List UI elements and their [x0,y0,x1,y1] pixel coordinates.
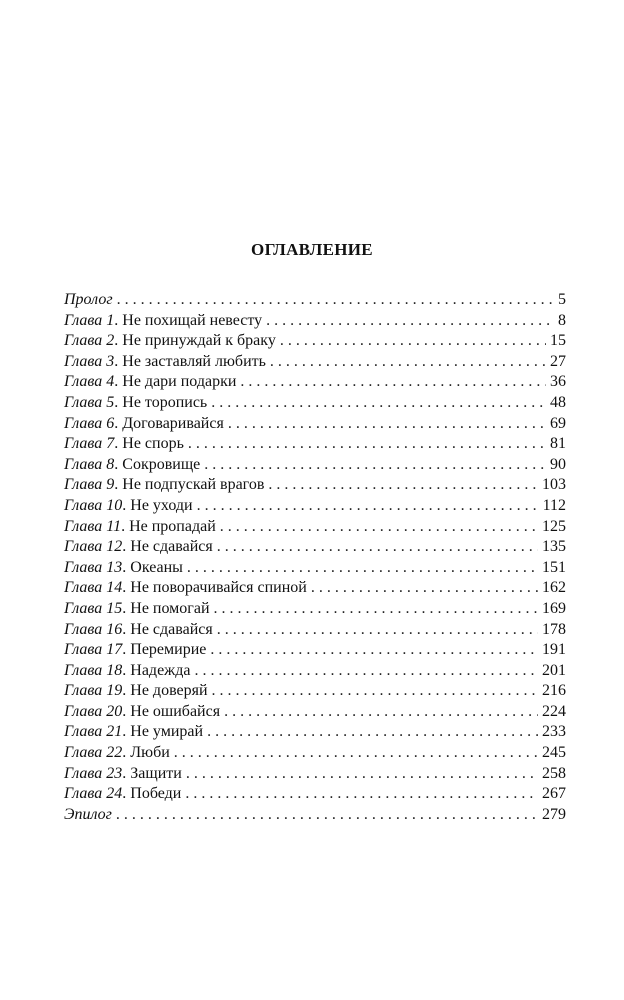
toc-entry-prefix: Глава 19 [64,682,123,700]
toc-entry-title: Не подпускай врагов [122,476,265,494]
toc-entry-prologue[interactable] [64,290,566,311]
toc-entry-label [64,743,174,764]
toc-entry-prefix: Глава 2 [64,332,115,350]
toc-entry-prefix: Глава 24 [64,785,123,803]
toc-entry-prefix: Глава 12 [64,538,123,556]
toc-entry-separator: . [122,538,131,556]
toc-entry-prefix: Глава 1 [64,311,115,329]
toc-entry-chapter-14[interactable] [64,578,566,599]
toc-entry-chapter-22[interactable] [64,743,566,764]
toc-entry-label [64,661,194,682]
toc-entry-title: Не доверяй [130,682,208,700]
toc-entry-chapter-6[interactable] [64,414,566,435]
toc-entry-page-number: 48 [550,393,566,411]
table-of-contents [64,290,566,825]
toc-entry-page-number: 151 [542,558,566,576]
toc-entry-prefix: Глава 18 [64,661,123,679]
toc-entry-label [64,599,214,620]
toc-entry-label [64,805,116,826]
dot-leader [220,517,538,538]
toc-entry-page-number: 162 [542,579,566,597]
toc-entry-label [64,475,268,496]
toc-entry-separator: . [122,682,131,700]
toc-entry-label [64,764,186,785]
toc-entry-chapter-11[interactable] [64,517,566,538]
toc-entry-separator: . [122,558,131,576]
toc-entry-chapter-20[interactable] [64,702,566,723]
toc-entry-title: Не ошибайся [130,702,221,720]
toc-entry-chapter-12[interactable] [64,537,566,558]
toc-entry-page-number: 36 [550,373,566,391]
toc-entry-label [64,722,207,743]
toc-entry-label [64,702,224,723]
toc-entry-page-number: 125 [542,517,566,535]
toc-entry-title: Не спорь [122,435,184,453]
dot-leader [268,475,538,496]
toc-entry-label [64,517,220,538]
toc-entry-separator: . [121,517,130,535]
toc-entry-chapter-18[interactable] [64,661,566,682]
toc-entry-page-number: 135 [542,538,566,556]
toc-entry-separator: . [114,373,123,391]
toc-entry-chapter-7[interactable] [64,434,566,455]
dot-leader [217,537,538,558]
toc-entry-chapter-19[interactable] [64,681,566,702]
toc-entry-prefix: Глава 4 [64,373,115,391]
toc-entry-label [64,558,187,579]
toc-entry-chapter-24[interactable] [64,784,566,805]
toc-entry-title: Не пропадай [129,517,216,535]
toc-entry-label [64,414,228,435]
toc-entry-chapter-21[interactable] [64,722,566,743]
toc-entry-label [64,640,210,661]
toc-entry-title: Не умирай [130,723,204,741]
toc-entry-separator: . [122,723,131,741]
toc-entry-prefix: Глава 11 [64,517,122,535]
toc-entry-label [64,537,217,558]
toc-entry-chapter-10[interactable] [64,496,566,517]
toc-entry-page-number: 90 [550,455,566,473]
dot-leader [228,414,546,435]
toc-entry-title: Не помогай [130,599,210,617]
dot-leader [188,434,546,455]
toc-entry-separator: . [114,393,123,411]
toc-entry-prefix: Глава 17 [64,641,123,659]
toc-entry-page-number: 201 [542,661,566,679]
toc-entry-separator: . [122,599,131,617]
toc-entry-label [64,331,280,352]
toc-entry-prefix: Глава 13 [64,558,123,576]
dot-leader [211,393,546,414]
dot-leader [187,558,538,579]
toc-entry-separator: . [122,702,131,720]
toc-entry-page-number: 8 [558,311,566,329]
toc-entry-title: Защити [130,764,182,782]
toc-entry-page-number: 81 [550,435,566,453]
dot-leader [210,640,538,661]
toc-entry-page-number: 27 [550,352,566,370]
toc-entry-label [64,784,185,805]
toc-entry-prefix: Глава 23 [64,764,123,782]
toc-entry-prefix: Глава 5 [64,393,115,411]
toc-entry-prefix: Глава 9 [64,476,115,494]
toc-entry-chapter-8[interactable] [64,455,566,476]
toc-entry-title: Люби [130,744,170,762]
dot-leader [212,681,538,702]
toc-entry-separator: . [122,496,131,514]
toc-entry-prefix: Глава 10 [64,496,123,514]
toc-entry-prefix: Пролог [64,291,113,308]
dot-leader [214,599,538,620]
toc-entry-chapter-5[interactable] [64,393,566,414]
toc-entry-prefix: Глава 6 [64,414,115,432]
toc-entry-prefix: Глава 21 [64,723,123,741]
toc-entry-prefix: Глава 15 [64,599,123,617]
toc-entry-separator: . [114,455,123,473]
toc-entry-label [64,620,217,641]
toc-entry-page-number: 178 [542,620,566,638]
toc-entry-label [64,434,188,455]
dot-leader [204,455,546,476]
toc-entry-chapter-3[interactable] [64,352,566,373]
dot-leader [311,578,538,599]
toc-entry-title: Не поворачивайся спиной [130,579,307,597]
dot-leader [117,290,554,311]
toc-entry-page-number: 216 [542,682,566,700]
toc-entry-label [64,290,117,311]
toc-entry-chapter-17[interactable] [64,640,566,661]
toc-entry-separator: . [122,641,131,659]
toc-entry-label [64,393,211,414]
dot-leader [194,661,538,682]
toc-entry-chapter-1[interactable] [64,311,566,332]
toc-entry-separator: . [122,661,131,679]
dot-leader [197,496,539,517]
toc-entry-page-number: 233 [542,723,566,741]
toc-entry-title: Договаривайся [122,414,224,432]
toc-entry-label [64,496,197,517]
toc-entry-label [64,455,204,476]
toc-entry-separator: . [122,620,131,638]
toc-entry-page-number: 112 [542,496,566,514]
toc-entry-epilogue[interactable] [64,805,566,826]
toc-entry-title: Сокровище [122,455,201,473]
toc-entry-prefix: Глава 8 [64,455,115,473]
toc-entry-prefix: Эпилог [64,805,112,823]
dot-leader [240,372,546,393]
toc-entry-chapter-4[interactable] [64,372,566,393]
toc-entry-chapter-9[interactable] [64,475,566,496]
toc-entry-separator: . [122,579,131,597]
toc-entry-separator: . [114,435,123,453]
dot-leader [224,702,538,723]
toc-entry-prefix: Глава 16 [64,620,123,638]
toc-entry-title: Не торопись [122,393,208,411]
toc-entry-title: Не принуждай к браку [122,332,276,350]
toc-entry-title: Не сдавайся [130,538,213,556]
toc-entry-title: Перемирие [130,641,207,659]
toc-entry-label [64,578,311,599]
toc-entry-page-number: 5 [558,291,566,308]
toc-entry-title: Не сдавайся [130,620,213,638]
toc-entry-chapter-23[interactable] [64,764,566,785]
toc-entry-chapter-15[interactable] [64,599,566,620]
toc-entry-title: Не уходи [130,496,193,514]
toc-entry-page-number: 279 [542,805,566,823]
toc-entry-page-number: 169 [542,599,566,617]
toc-entry-separator: . [114,352,123,370]
toc-entry-label [64,311,266,332]
toc-entry-label [64,352,270,373]
toc-entry-chapter-2[interactable] [64,331,566,352]
toc-entry-page-number: 258 [542,764,566,782]
toc-entry-label [64,681,212,702]
toc-entry-chapter-16[interactable] [64,620,566,641]
toc-entry-prefix: Глава 14 [64,579,123,597]
toc-entry-page-number: 267 [542,785,566,803]
toc-entry-page-number: 69 [550,414,566,432]
toc-entry-separator: . [114,476,123,494]
toc-entry-prefix: Глава 3 [64,352,115,370]
toc-entry-title: Не дари подарки [122,373,237,391]
dot-leader [116,805,538,826]
toc-entry-title: Океаны [130,558,183,576]
toc-entry-title: Не заставляй любить [122,352,266,370]
dot-leader [186,764,538,785]
toc-entry-page-number: 245 [542,744,566,762]
dot-leader [266,311,554,332]
toc-entry-prefix: Глава 7 [64,435,115,453]
dot-leader [185,784,538,805]
toc-entry-title: Надежда [130,661,191,679]
toc-entry-page-number: 103 [542,476,566,494]
toc-entry-separator: . [114,332,123,350]
toc-entry-chapter-13[interactable] [64,558,566,579]
toc-entry-separator: . [122,785,131,803]
toc-entry-separator: . [122,744,131,762]
toc-entry-title: Победи [130,785,182,803]
toc-entry-separator: . [122,764,131,782]
dot-leader [207,722,538,743]
toc-entry-page-number: 15 [550,332,566,350]
dot-leader [270,352,546,373]
page-title: ОГЛАВЛЕНИЕ [251,240,373,259]
toc-entry-prefix: Глава 20 [64,702,123,720]
toc-entry-title: Не похищай невесту [122,311,263,329]
toc-entry-separator: . [114,414,123,432]
dot-leader [174,743,538,764]
toc-entry-separator: . [114,311,123,329]
toc-entry-page-number: 224 [542,702,566,720]
dot-leader [280,331,546,352]
dot-leader [217,620,538,641]
toc-entry-prefix: Глава 22 [64,744,123,762]
toc-entry-page-number: 191 [542,641,566,659]
toc-entry-label [64,372,240,393]
